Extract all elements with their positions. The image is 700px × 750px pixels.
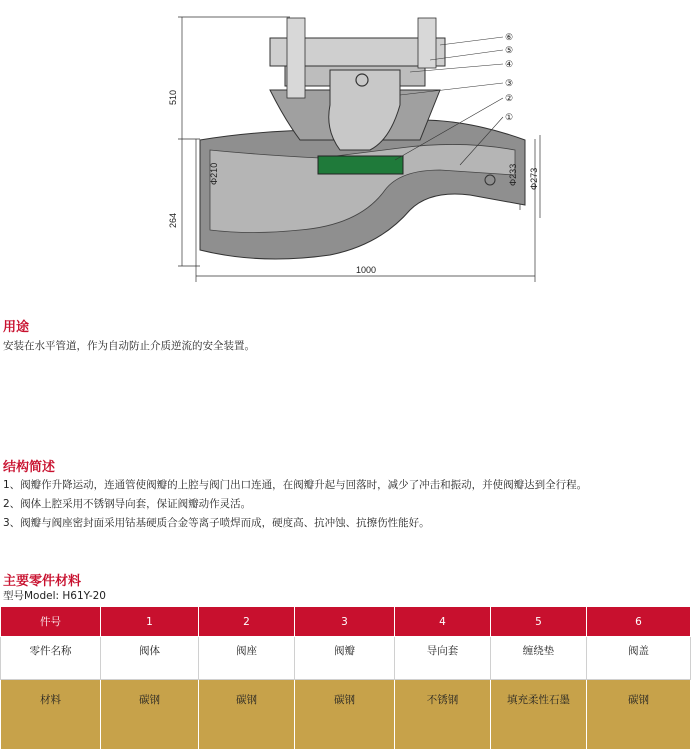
header-label: 件号	[1, 607, 101, 637]
dim-outlet-dia-2: Φ273	[529, 167, 539, 190]
part-material-3: 碳钢	[295, 680, 395, 750]
dim-inner-dia: Φ210	[209, 162, 219, 185]
dim-height-lower: 264	[168, 212, 178, 228]
part-name-6: 阀盖	[587, 637, 691, 680]
part-name-4: 导向套	[395, 637, 491, 680]
part-material-2: 碳钢	[199, 680, 295, 750]
structure-item-2: 2、阀体上腔采用不锈钢导向套，保证阀瓣动作灵活。	[3, 498, 252, 510]
name-label: 零件名称	[1, 637, 101, 680]
table-row-names	[1, 637, 691, 680]
part-number-4: 4	[395, 607, 491, 637]
table-row-numbers	[1, 607, 691, 637]
part-name-5: 缠绕垫	[491, 637, 587, 680]
part-material-4: 不锈钢	[395, 680, 491, 750]
part-material-5: 填充柔性石墨	[491, 680, 587, 750]
table-row-materials	[1, 680, 691, 750]
callout-6: ⑥	[505, 32, 514, 42]
structure-item-3: 3、阀瓣与阀座密封面采用钴基硬质合金等离子喷焊而成，硬度高、抗冲蚀、抗擦伤性能好。	[3, 517, 430, 529]
usage-text: 安装在水平管道，作为自动防止介质逆流的安全装置。	[3, 340, 255, 352]
structure-item-1: 1、阀瓣作升降运动，连通管使阀瓣的上腔与阀门出口连通，在阀瓣升起与回落时，减少了冲击和振动，并使阀瓣达到全行程。	[3, 479, 588, 491]
part-material-6: 碳钢	[587, 680, 691, 750]
part-number-6: 6	[587, 607, 691, 637]
callout-5: ⑤	[505, 45, 514, 55]
part-number-2: 2	[199, 607, 295, 637]
callout-2: ②	[505, 93, 514, 103]
part-material-1: 碳钢	[101, 680, 199, 750]
part-number-1: 1	[101, 607, 199, 637]
parts-table	[0, 606, 691, 750]
part-name-1: 阀体	[101, 637, 199, 680]
usage-title: 用途	[3, 320, 30, 335]
model-label: 型号Model: H61Y-20	[3, 590, 106, 602]
material-label: 材料	[1, 680, 101, 750]
callout-3: ③	[505, 78, 514, 88]
dim-length: 1000	[356, 265, 377, 275]
part-number-5: 5	[491, 607, 587, 637]
dim-height-total: 510	[168, 89, 178, 105]
part-name-2: 阀座	[199, 637, 295, 680]
callout-4: ④	[505, 59, 514, 69]
structure-title: 结构简述	[3, 460, 56, 475]
dim-outlet-dia-1: Φ233	[508, 163, 518, 186]
callout-1: ①	[505, 112, 514, 122]
valve-drawing	[0, 0, 700, 290]
part-name-3: 阀瓣	[295, 637, 395, 680]
part-number-3: 3	[295, 607, 395, 637]
materials-title: 主要零件材料	[3, 574, 82, 589]
